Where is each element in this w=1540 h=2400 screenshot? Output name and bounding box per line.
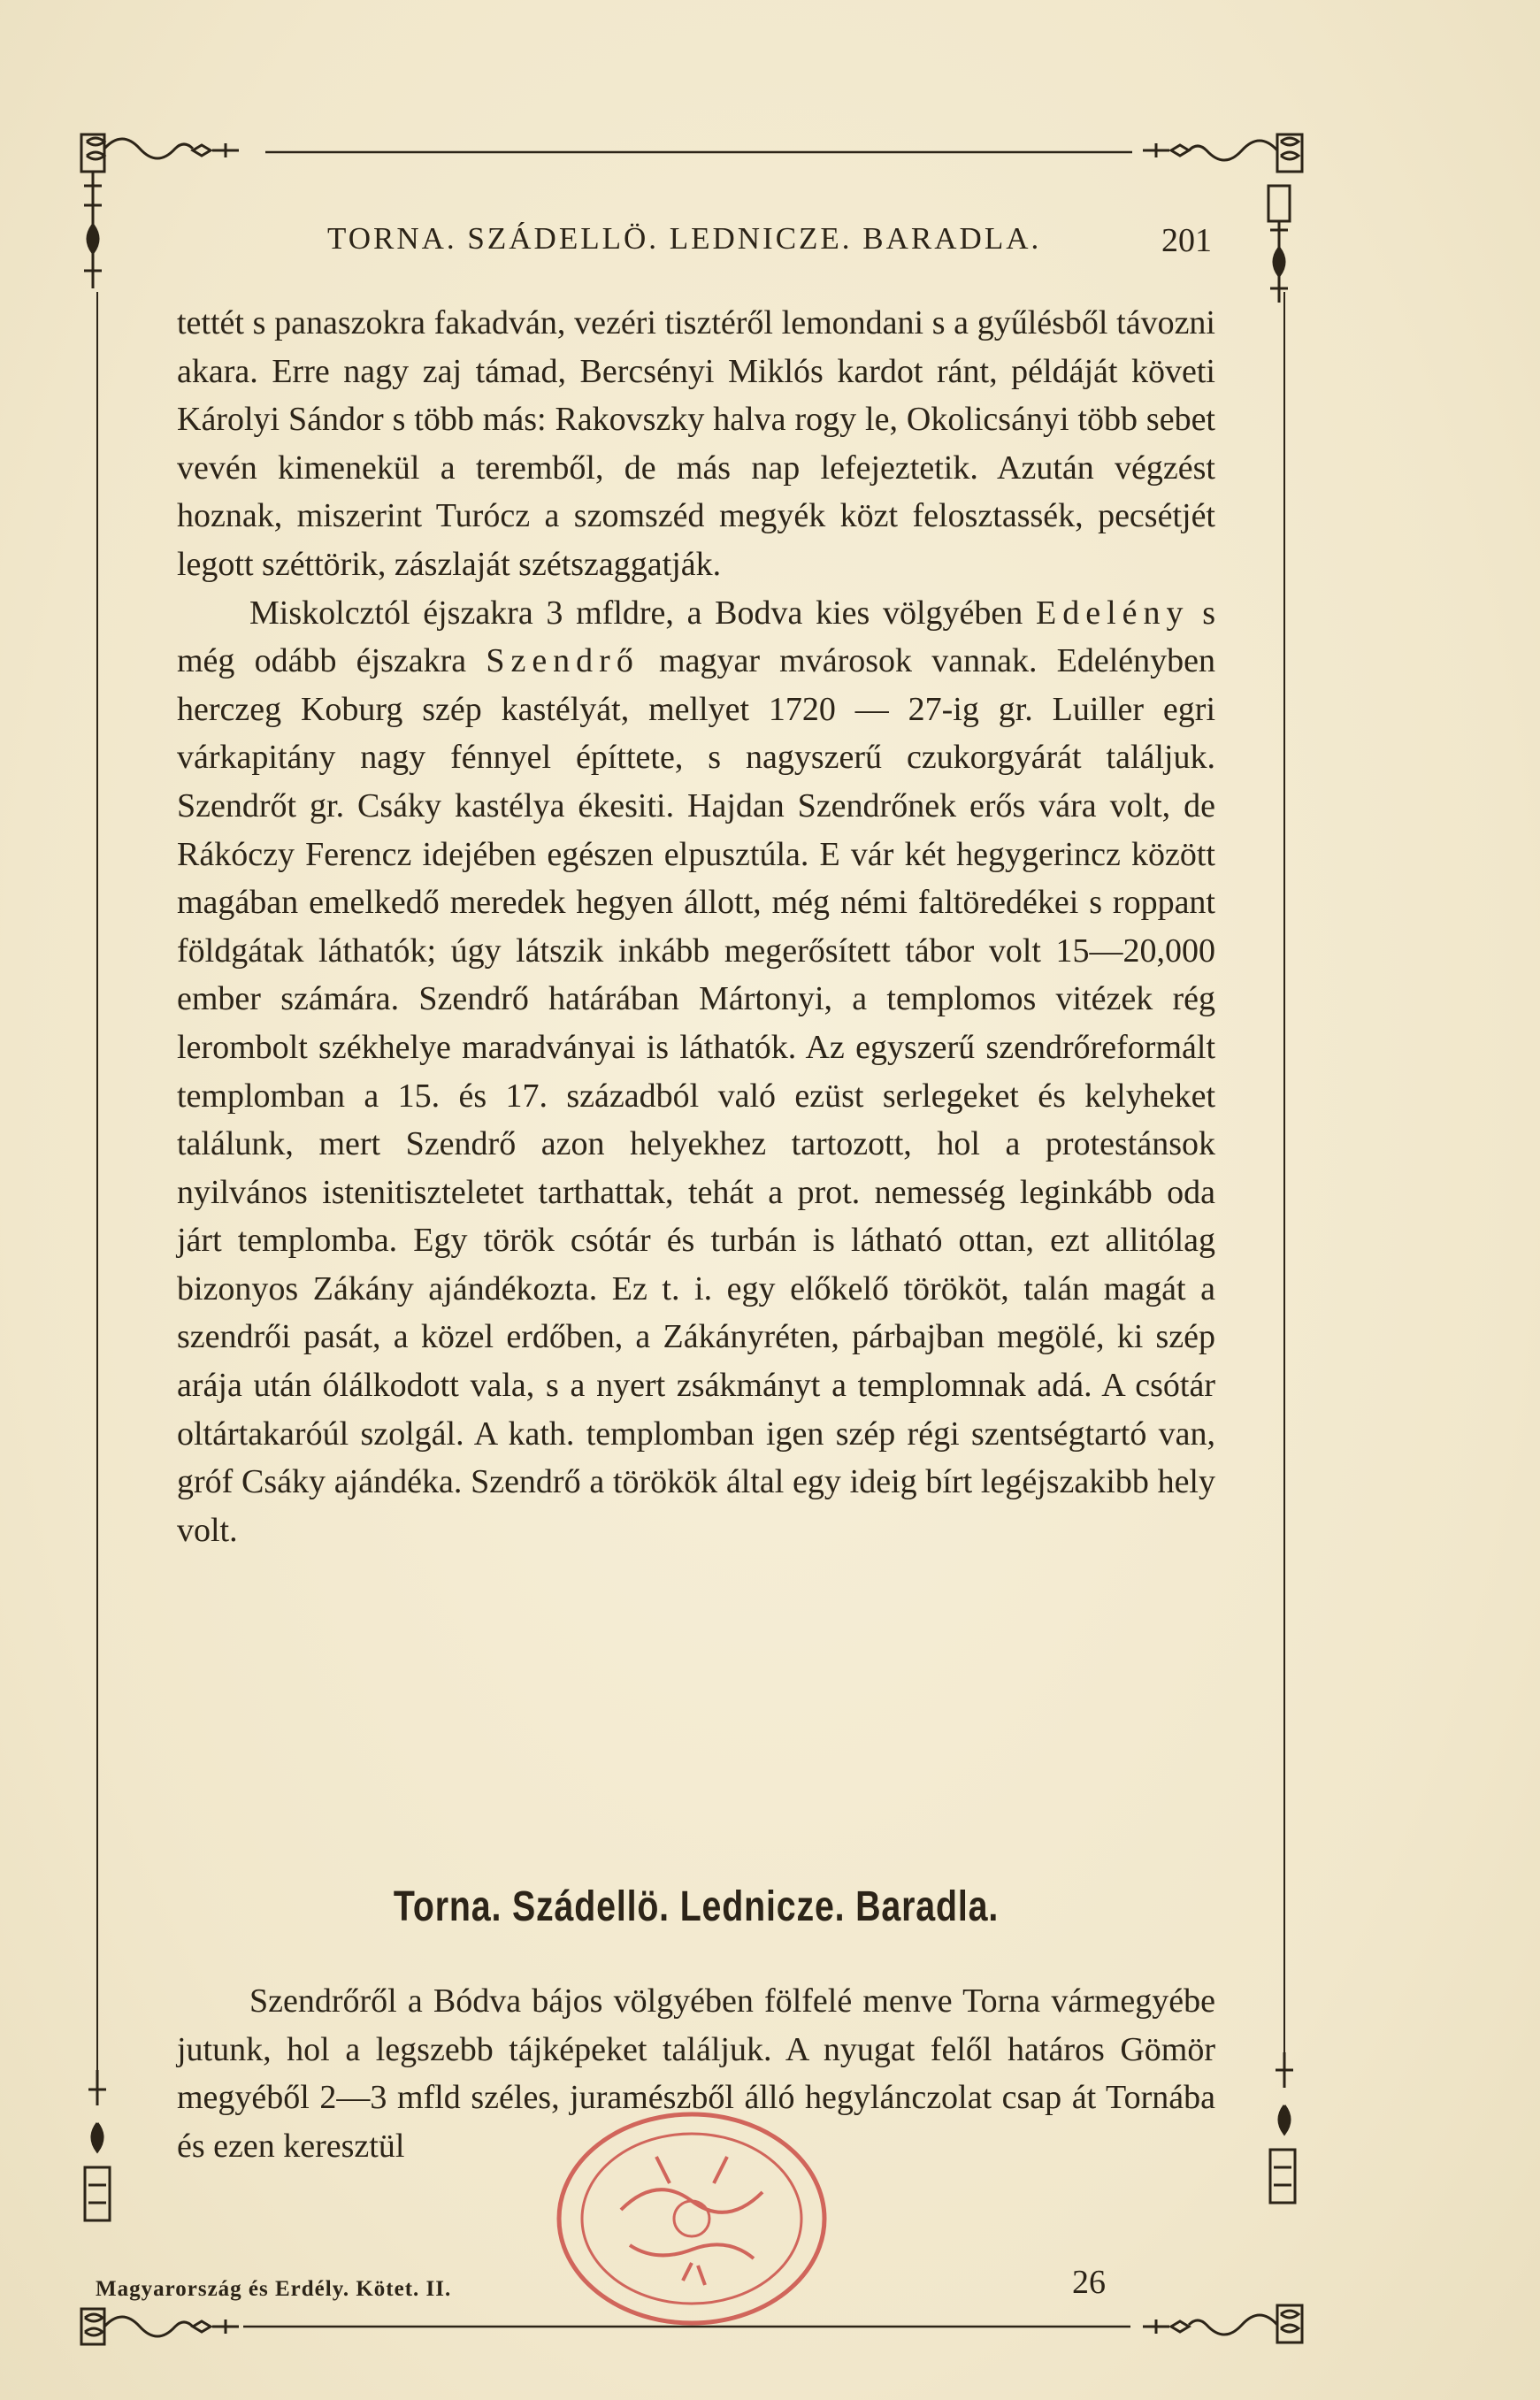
footer-publication: Magyarország és Erdély. Kötet. II. (96, 2277, 452, 2301)
page-number: 201 (1161, 222, 1212, 259)
paragraph-2-mid: s még odább éjszakra (177, 594, 1216, 680)
section-heading: Torna. Szádellö. Lednicze. Baradla. (393, 1883, 1000, 1930)
paragraph-2 (177, 589, 1215, 1555)
running-title: TORNA. SZÁDELLÖ. LEDNICZE. BARADLA. (327, 221, 1042, 256)
section-paragraph: Szendrőről a Bódva bájos völgyében fölfelé menve Torna vármegyébe jutunk, hol a legszebb tájképeket találjuk. A nyugat felől határos Gömör megyéből 2—3 mfld széles, juramészből álló hegylánczolat csap át Tornába és ezen keresztül (177, 1982, 1215, 2165)
paragraph-1: tettét s panaszokra fakadván, vezéri tisztéről lemondani s a gyűlésből távozni akara. Erre nagy zaj támad, Bercsényi Miklós kardot ránt, példáját követi Károlyi Sándor s több más: Rakovszky halva rogy le, Okolicsányi több sebet vevén kimenekül a teremből, de más nap lefejeztetik. Azután végzést hoznak, miszerint Turócz a szomszéd megyék közt felosztassék, pecsétjét legott széttörik, zászlaját szétszaggatják. (177, 304, 1215, 583)
footer-signature: 26 (1072, 2264, 1106, 2301)
place-edeleny: Edelény (1036, 594, 1190, 632)
paragraph-2-rest: magyar mvárosok vannak. Edelényben herczeg Koburg szép kastélyát, mellyet 1720 — 27-ig gr. Luiller egri várkapitány nagy fénnyel építtete, s nagyszerű czukorgyárát találjuk. Szendrőt gr. Csáky kastélya ékesiti. Hajdan Szendrőnek erős vára volt, de Rákóczy Ferencz idejében egészen elpusztúla. E vár két hegygerincz között magában emelkedő meredek hegyen állott, még némi faltöredékei s roppant földgátak láthatók; úgy látszik inkább megerősített tábor volt 15—20,000 ember számára. Szendrő határában Mártonyi, a templomos vitézek rég lerombolt székhelye maradványai is láthatók. Az egyszerű szendrőreformált templomban a 15. és 17. századból való ezüst serlegeket és kelyheket találunk, mert Szendrő azon helyekhez tartozott, hol a protestánsok nyilvános istenitiszteletet tarthattak, tehát a prot. nemesség leginkább oda járt templomba. Egy török csótár és turbán is látható ottan, ezt allitólag bizonyos Zákány ajándékozta. Ez t. i. egy előkelő törököt, talán magát a szendrői pasát, a közel erdőben, a Zákányréten, párbajban megölé, ki szép arája után ólálkodott vala, s a nyert zsákmányt a templomnak adá. A csótár oltártakaróúl szolgál. A kath. templomban igen szép régi szentségtartó van, gróf Csáky ajándéka. Szendrő a törökök által egy ideig bírt legéjszakibb hely volt. (177, 642, 1215, 1549)
place-szendro: Szendrő (486, 642, 640, 680)
corner-ornament-top-right (1143, 134, 1302, 303)
main-text (177, 299, 1215, 1554)
paragraph-2-start: Miskolcztól éjszakra 3 mfldre, a Bodva kies völgyében (249, 594, 1023, 632)
library-stamp (550, 2104, 833, 2334)
running-head (177, 221, 1212, 265)
